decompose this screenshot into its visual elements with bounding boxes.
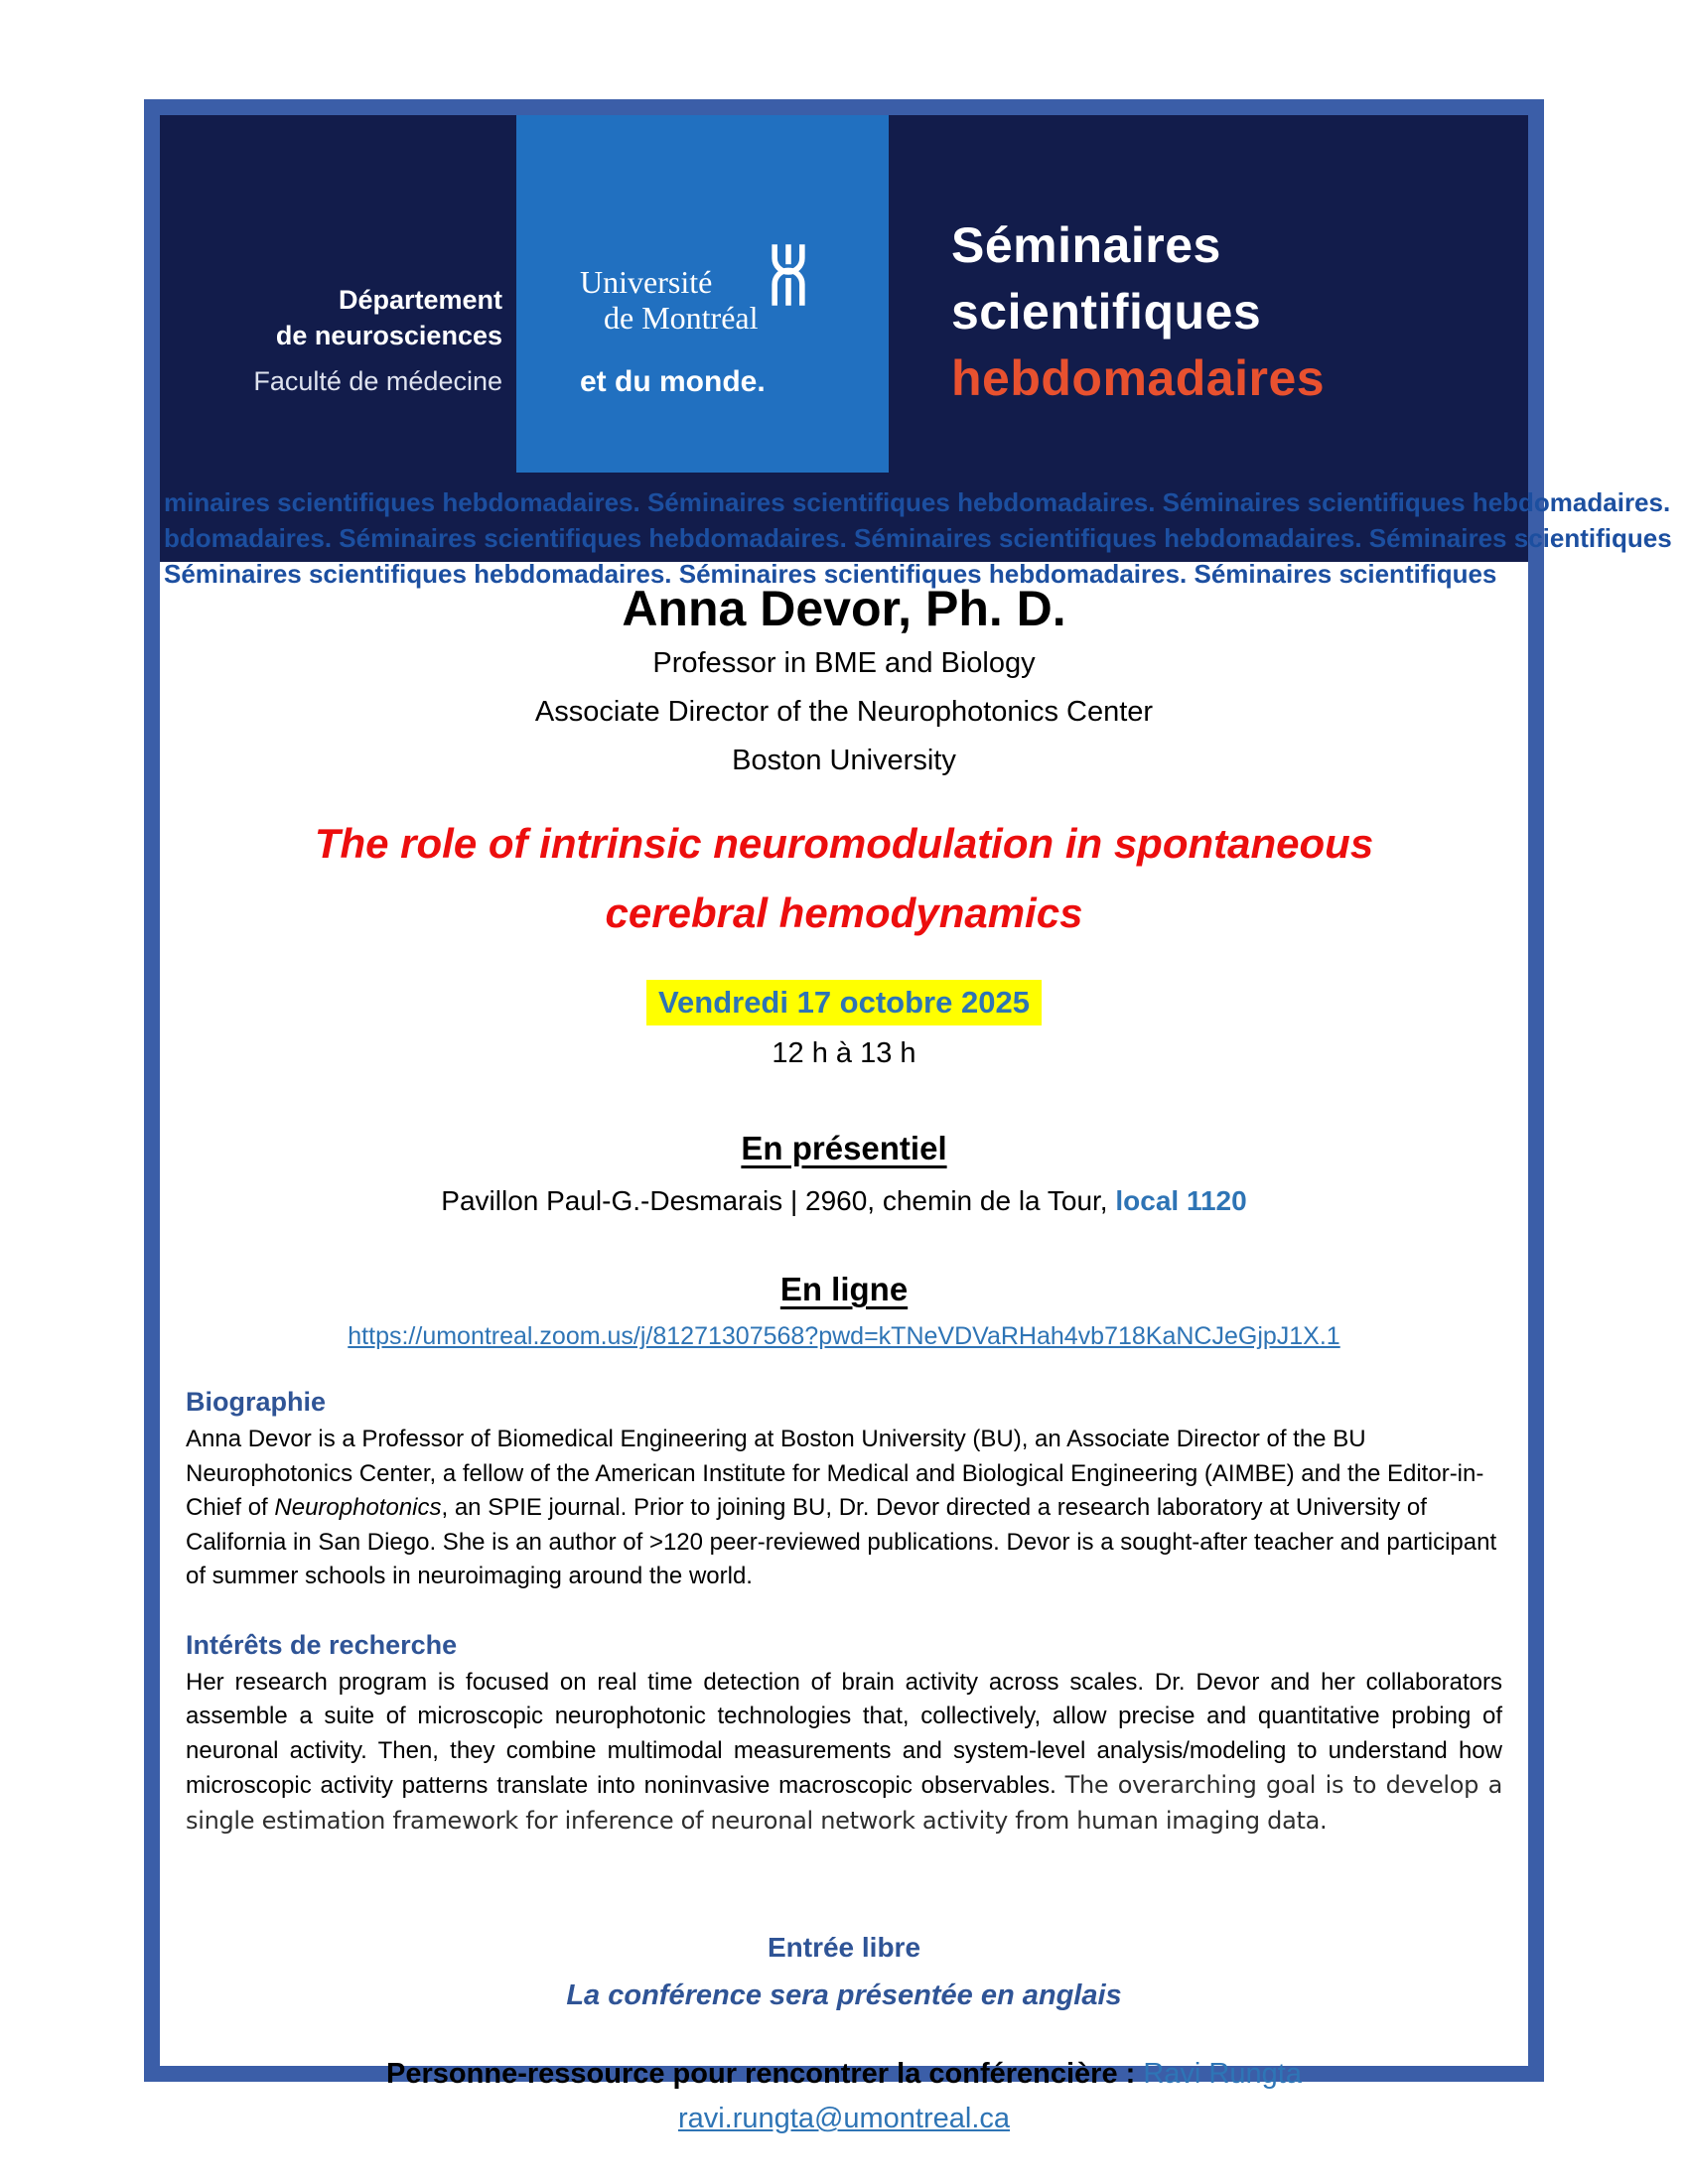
room-number: local 1120 [1115, 1185, 1247, 1216]
speaker-affiliation: Boston University [732, 745, 956, 776]
contact-label: Personne-ressource pour rencontrer la conférencière : [386, 2058, 1144, 2090]
biography-heading: Biographie [186, 1387, 327, 1417]
series-title-line2: scientifiques [951, 284, 1262, 340]
research-heading: Intérêts de recherche [186, 1629, 458, 1660]
admission-note: Entrée libre [767, 1932, 921, 1963]
journal-name-italic: Neurophotonics [274, 1494, 442, 1521]
udem-tagline: et du monde. [580, 365, 766, 398]
udem-wordmark [580, 264, 759, 336]
series-title-line3: hebdomadaires [951, 350, 1326, 406]
research-text [186, 1666, 1502, 1840]
language-note: La conférence sera présentée en anglais [566, 1979, 1122, 2011]
poster-frame [144, 99, 1672, 2134]
location-line [186, 1185, 1502, 1217]
speaker-title-2: Associate Director of the Neurophotonics Center [534, 696, 1154, 728]
series-title-line1: Séminaires [951, 217, 1221, 273]
zoom-meeting-link[interactable]: https://umontreal.zoom.us/j/81271307568?pwd=kTNeVDVaRHah4vb718KaNCJeGjpJ1X.1 [348, 1322, 1340, 1350]
udem-logo-icon [769, 244, 808, 306]
biography-text-part1: Anna Devor is a Professor of Biomedical Engineering at Boston University (BU), an Associate Director of the BU Neurophotonics Center, a fellow of the American Institute for Medical and Biological Engineering (AIMBE) and the Editor-in-Chief of [186, 1426, 1484, 1521]
poster-body [160, 578, 1528, 2135]
talk-title-line2: cerebral hemodynamics [605, 889, 1083, 936]
research-text-overarching: The overarching goal is to develop a single estimation framework for inference of neuronal network activity from human imaging data. [186, 1771, 1502, 1835]
speaker-title-1: Professor in BME and Biology [652, 647, 1036, 679]
watermark-line: bdomadaires. Séminaires scientifiques hebdomadaires. Séminaires scientifiques hebdomadaires. Séminaires scientifiques [164, 523, 1672, 553]
watermark-line: Séminaires scientifiques hebdomadaires. Séminaires scientifiques hebdomadaires. Séminaires scientifiques [164, 559, 1497, 589]
faculty-label: Faculté de médecine [253, 366, 502, 396]
watermark-band [160, 484, 1672, 592]
in-person-heading: En présentiel [741, 1130, 947, 1166]
talk-time: 12 h à 13 h [772, 1037, 916, 1069]
contact-email-link[interactable]: ravi.rungta@umontreal.ca [677, 2103, 1011, 2134]
talk-title-line1: The role of intrinsic neuromodulation in spontaneous [314, 820, 1374, 867]
online-heading: En ligne [779, 1271, 909, 1307]
udem-wordmark-line1: Université [580, 264, 713, 300]
speaker-name: Anna Devor, Ph. D. [622, 581, 1066, 636]
udem-wordmark-line2: de Montréal [604, 300, 759, 336]
contact-line [186, 2058, 1502, 2091]
header-banner [160, 115, 1672, 589]
talk-title [186, 809, 1502, 948]
location-text: Pavillon Paul-G.-Desmarais | 2960, chemin de la Tour, [441, 1185, 1116, 1216]
contact-name: Ravi Rungta [1143, 2058, 1302, 2090]
watermark-line: minaires scientifiques hebdomadaires. Séminaires scientifiques hebdomadaires. Séminaires scientifiques hebdomadaires. [164, 487, 1671, 517]
talk-date-highlight: Vendredi 17 octobre 2025 [646, 980, 1042, 1025]
biography-text [186, 1423, 1502, 1594]
department-line1: Département [338, 285, 502, 315]
department-line2: de neurosciences [275, 321, 502, 350]
research-text-main: Her research program is focused on real time detection of brain activity across scales. Dr. Devor and her collaborators assemble a suite of microscopic neurophotonic technologies that, collectively, allow precise and quantitative probing of neuronal activity. Then, they combine multimodal measurements and system-level analysis/modeling to understand how microscopic activity patterns translate into noninvasive macroscopic observables. [186, 1668, 1502, 1799]
udem-logo-block [516, 115, 889, 473]
biography-text-part2: , an SPIE journal. Prior to joining BU, Dr. Devor directed a research laboratory at University of California in San Diego. She is an author of >120 peer-reviewed publications. Devor is a sought-after teacher and participant of summer schools in neuroimaging around the world. [186, 1494, 1497, 1589]
